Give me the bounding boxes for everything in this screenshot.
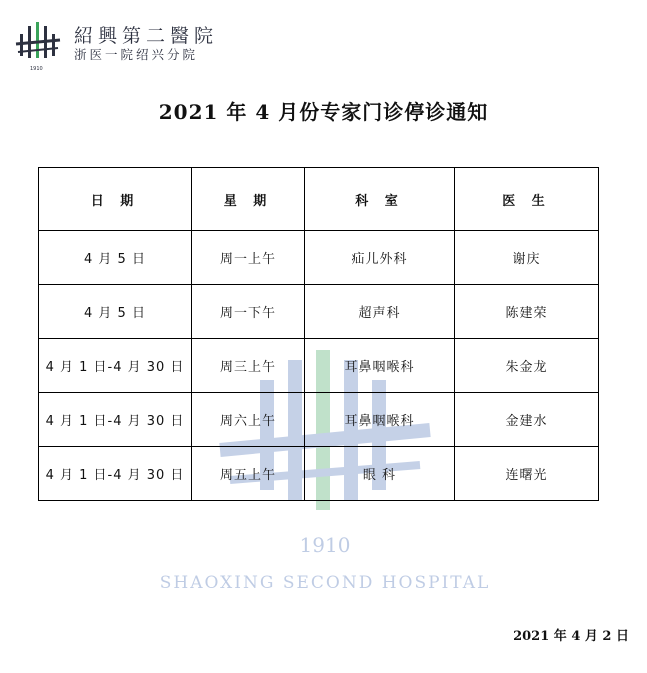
- watermark-text: SHAOXING SECOND HOSPITAL: [159, 573, 491, 593]
- cell-department: 耳鼻咽喉科: [305, 393, 455, 447]
- table-row: [39, 339, 599, 393]
- cell-weekday: 周一上午: [192, 231, 305, 285]
- page-title: 2021 年 4 月份专家门诊停诊通知: [158, 100, 489, 124]
- table-row: [39, 447, 599, 501]
- cell-department: 疝儿外科: [305, 231, 455, 285]
- header-department: 科 室: [305, 168, 455, 231]
- cell-weekday: 周三上午: [192, 339, 305, 393]
- header-date: 日 期: [39, 168, 192, 231]
- logo-year: 1910: [30, 66, 43, 72]
- header-weekday: 星 期: [192, 168, 305, 231]
- table-row: [39, 231, 599, 285]
- cell-doctor: 连曙光: [455, 447, 599, 501]
- table-row: [39, 393, 599, 447]
- hospital-logo-icon: [14, 18, 62, 66]
- cell-department: 耳鼻咽喉科: [305, 339, 455, 393]
- cell-date: 4 月 5 日: [39, 231, 192, 285]
- cell-date: 4 月 1 日-4 月 30 日: [39, 447, 192, 501]
- hospital-subtitle: 浙医一院绍兴分院: [74, 47, 199, 62]
- cell-doctor: 谢庆: [455, 231, 599, 285]
- watermark-year: 1910: [299, 533, 351, 557]
- cell-department: 眼 科: [305, 447, 455, 501]
- cell-doctor: 朱金龙: [455, 339, 599, 393]
- hospital-logo: [14, 18, 219, 72]
- header-doctor: 医 生: [455, 168, 599, 231]
- table-row: [39, 285, 599, 339]
- cell-weekday: 周五上午: [192, 447, 305, 501]
- notice-date: 2021 年 4 月 2 日: [513, 629, 629, 644]
- cell-date: 4 月 1 日-4 月 30 日: [39, 393, 192, 447]
- table-header-row: [39, 168, 599, 231]
- cell-doctor: 金建水: [455, 393, 599, 447]
- cell-weekday: 周一下午: [192, 285, 305, 339]
- cell-department: 超声科: [305, 285, 455, 339]
- closure-schedule-table: [38, 167, 599, 501]
- cell-date: 4 月 5 日: [39, 285, 192, 339]
- cell-date: 4 月 1 日-4 月 30 日: [39, 339, 192, 393]
- hospital-name: 紹興第二醫院: [74, 25, 219, 47]
- cell-doctor: 陈建荣: [455, 285, 599, 339]
- cell-weekday: 周六上午: [192, 393, 305, 447]
